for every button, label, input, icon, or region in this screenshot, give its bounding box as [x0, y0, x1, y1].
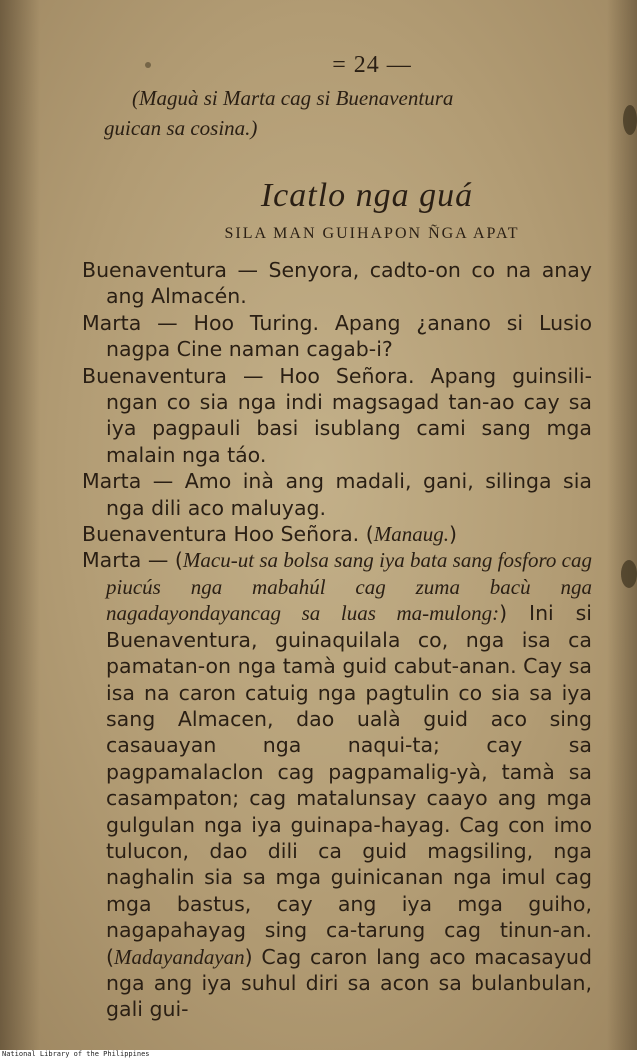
- dialogue-line: [82, 310, 592, 363]
- stage-direction-inline: Manaug.: [373, 522, 449, 547]
- page-shadow-left: [0, 0, 40, 1050]
- stage-direction-inline: Madayandayan: [114, 944, 245, 969]
- dialogue-text: ) Ini si Buenaventura, guinaquilala co, nga isa ca pamatan-on nga tamà guid cabut-anan. Cay sa isa na caron catuig nga pagtulin co sia sa iya sang Almacen, dao ualà guid aco sing casauayan nga naqui-ta; cay sa pagpamalaclon cag pagpamalig-yà, tamà sa casampaton; cag matalunsay caayo ang mga gulgulan nga iya guinapa-hayag. Cag con imo tulucon, dao dili ca guid magsiling, nga naghalin sia sa mga guinicanan nga imul cag mga bastus, cay ang iya mga guiho, nagapahayag sing ca-tarung cag tinun-an. (: [106, 601, 593, 969]
- dialogue-line: [82, 547, 592, 1022]
- stage-direction: [104, 83, 592, 143]
- stage-direction-inline: Macu-ut sa bolsa sang iya bata sang fosforo cag piucús nga mabahúl cag zuma bacù nga nagadayondayancag sa luas ma-mulong:: [106, 548, 592, 626]
- dialogue-text: Marta — Hoo Turing. Apang ¿anano si Lusio nagpa Cine naman cagab-i?: [82, 310, 592, 362]
- dialogue-line: [82, 257, 592, 310]
- dialogue-line: [82, 521, 592, 547]
- stage-direction-line-2: guican sa cosina.): [104, 116, 258, 140]
- dialogue-text: Buenaventura — Hoo Señora. Apang guinsili-ngan co sia nga indi magsagad tan-ao cay sa iya pagpauli basi isublang cami sang mga malain nga táo.: [82, 363, 592, 467]
- dialogue-text: ) Cag caron lang aco macasayud nga ang iya suhul diri sa acon sa bulanbulan, gali gui-: [106, 944, 592, 1022]
- dialogue-list: [82, 257, 592, 1023]
- library-credit: National Library of the Philippines: [2, 1050, 150, 1058]
- dialogue-line: [82, 363, 592, 469]
- dialogue-text: Marta — (: [82, 548, 183, 573]
- stage-direction-line-1: (Maguà si Marta cag si Buenaventura: [132, 86, 454, 110]
- dialogue-text: ): [448, 522, 457, 547]
- page-shadow-right: [607, 0, 637, 1050]
- act-title: Icatlo nga guá: [260, 177, 474, 214]
- cast-heading: SILA MAN GUIHAPON ÑGA APAT: [224, 225, 520, 242]
- dialogue-line: [82, 468, 592, 521]
- paper-stain: [623, 105, 637, 135]
- dialogue-text: Marta — Amo inà ang madali, gani, silinga sia nga dili aco maluyag.: [82, 469, 592, 520]
- paper-stain: [621, 560, 637, 588]
- page-text: [82, 52, 592, 1023]
- dialogue-text: Buenaventura Hoo Señora. (: [82, 522, 374, 547]
- page-number: = 24 —: [332, 52, 412, 78]
- dialogue-text: Buenaventura — Senyora, cadto-on co na anay ang Almacén.: [82, 258, 592, 309]
